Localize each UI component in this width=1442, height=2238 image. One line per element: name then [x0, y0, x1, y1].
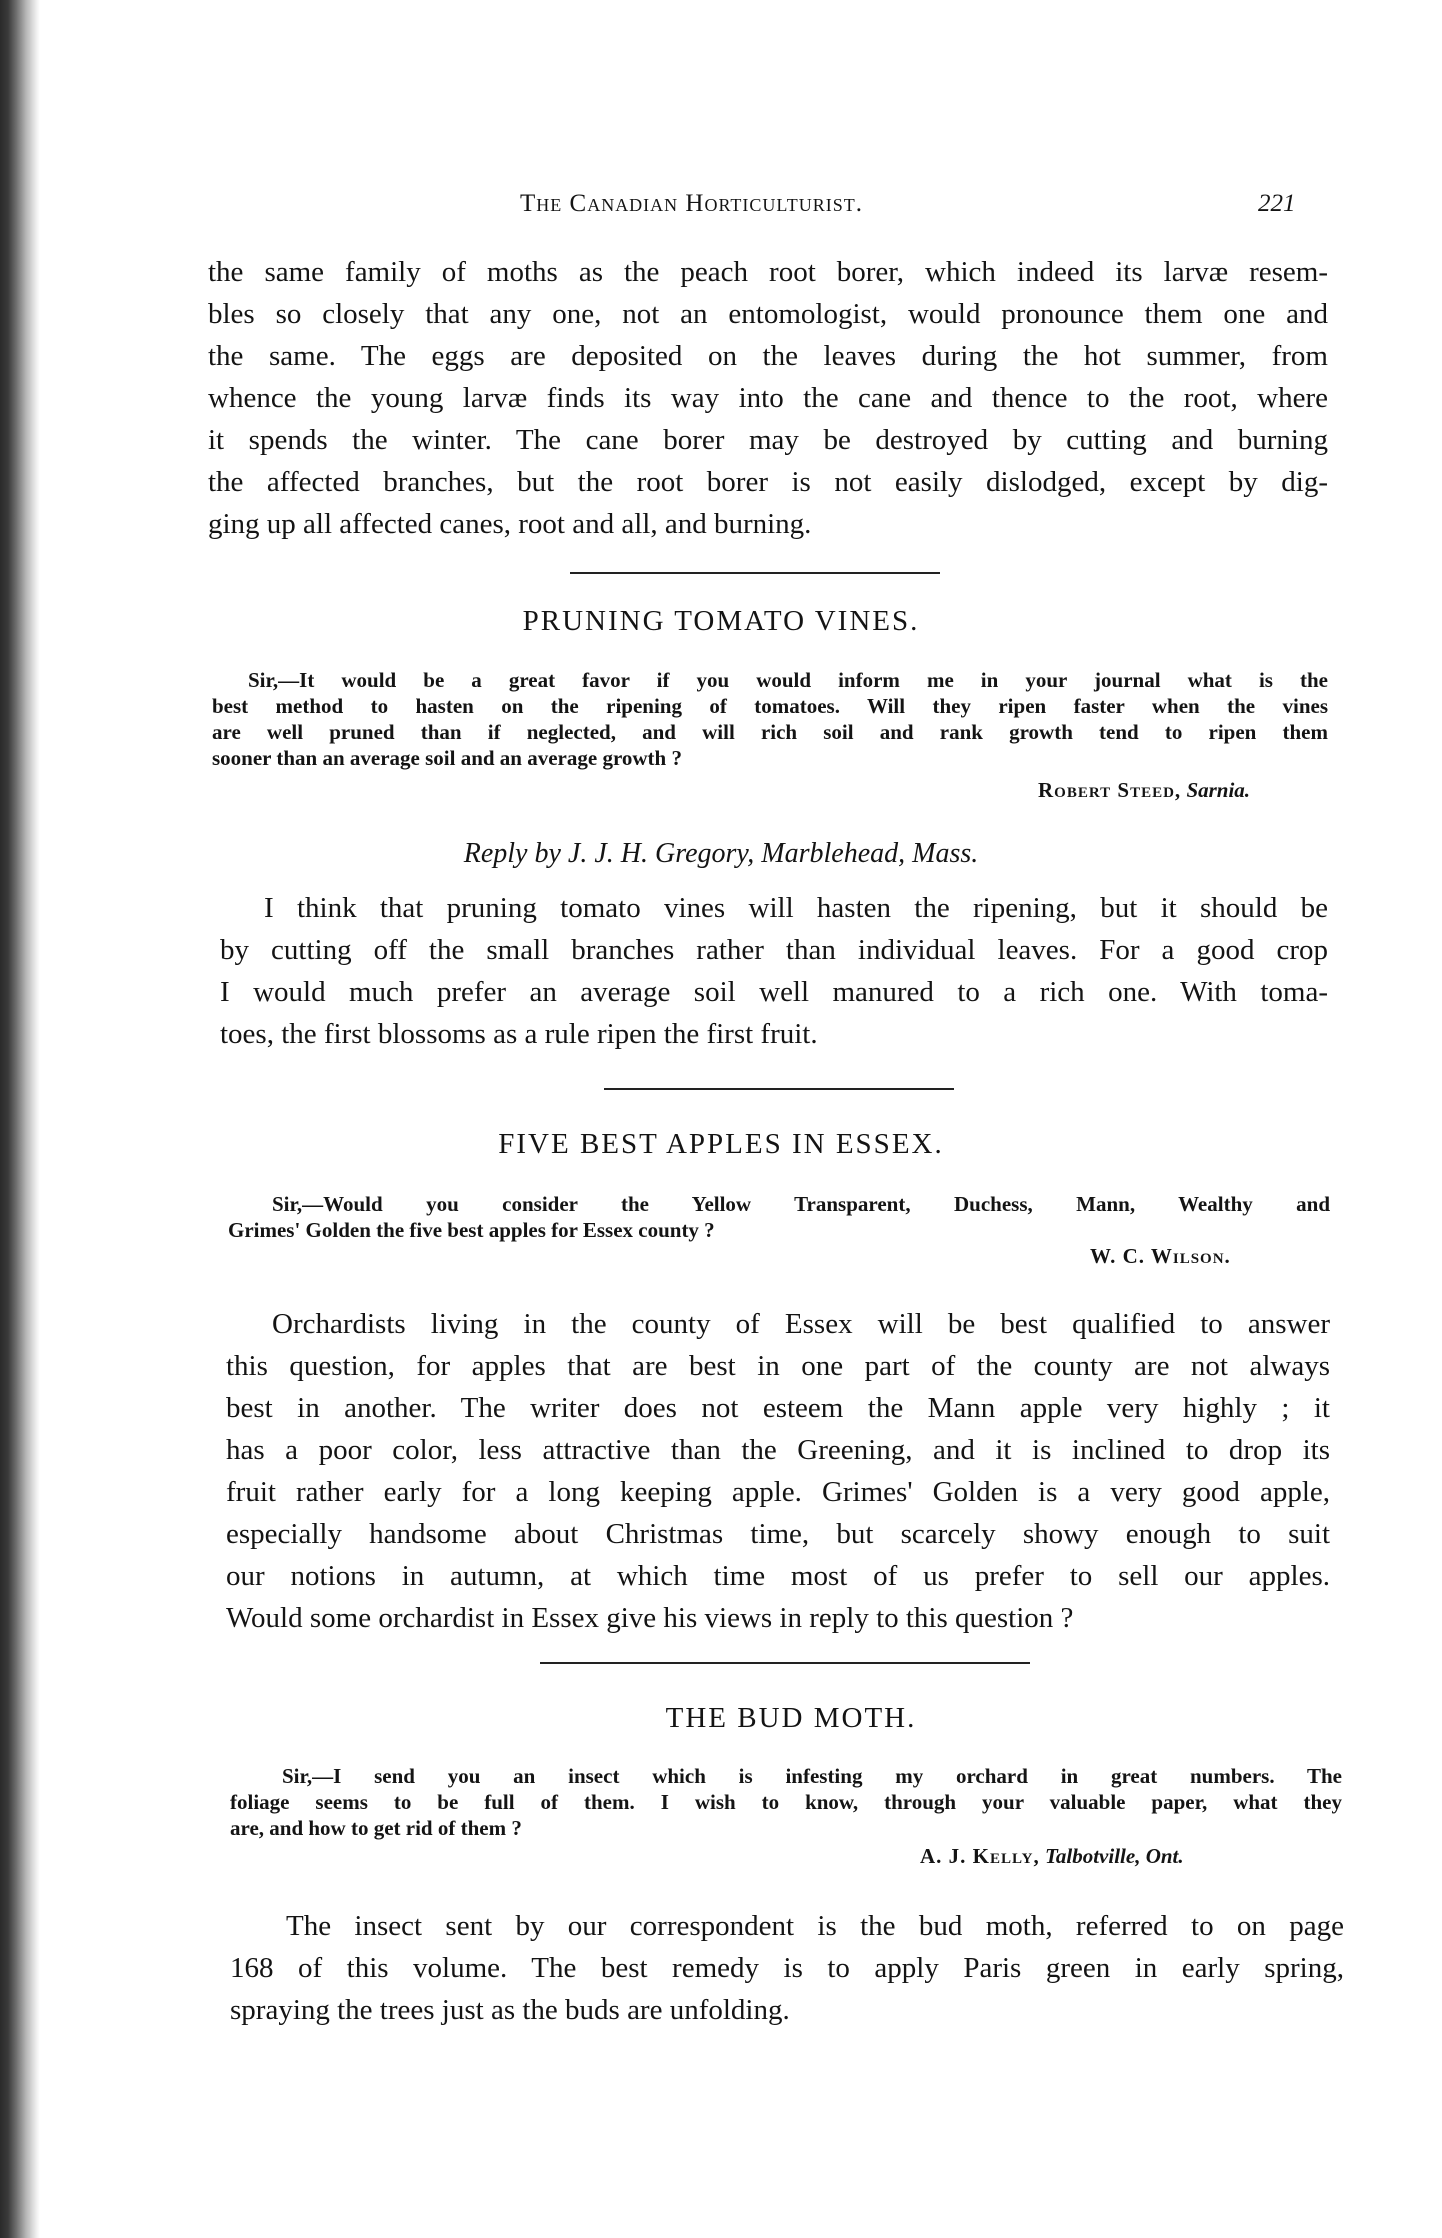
signature-name: A. J. Kelly,: [920, 1844, 1040, 1868]
section-divider: [570, 572, 940, 574]
answer-line: this question, for apples that are best in one part of the county are not always: [226, 1350, 1330, 1382]
section-divider: [540, 1662, 1030, 1664]
answer-line: spraying the trees just as the buds are unfolding.: [230, 1994, 790, 2026]
answer-line: by cutting off the small branches rather than individual leaves. For a good crop: [220, 934, 1328, 966]
letter-line: are well pruned than if neglected, and will rich soil and rank growth tend to ripen them: [212, 720, 1328, 744]
answer-line: 168 of this volume. The best remedy is to apply Paris green in early spring,: [230, 1952, 1344, 1984]
answer-line: especially handsome about Christmas time, but scarcely showy enough to suit: [226, 1518, 1330, 1550]
answer-line: our notions in autumn, at which time most of us prefer to sell our apples.: [226, 1560, 1330, 1592]
intro-line: ging up all affected canes, root and all, and burning.: [208, 508, 812, 540]
answer-line: toes, the first blossoms as a rule ripen the first fruit.: [220, 1018, 818, 1050]
letter-line: are, and how to get rid of them ?: [230, 1816, 522, 1840]
answer-line: I would much prefer an average soil well manured to a rich one. With toma-: [220, 976, 1328, 1008]
intro-line: the affected branches, but the root borer is not easily dislodged, except by dig-: [208, 466, 1328, 498]
signature-place: Talbotville, Ont.: [1044, 1844, 1184, 1868]
answer-line: best in another. The writer does not esteem the Mann apple very highly ; it: [226, 1392, 1330, 1424]
letter-line: Grimes' Golden the five best apples for Essex county ?: [228, 1218, 715, 1242]
signature-place: Sarnia.: [1186, 778, 1251, 802]
answer-line: The insect sent by our correspondent is the bud moth, referred to on page: [286, 1910, 1344, 1942]
letter-line: foliage seems to be full of them. I wish to know, through your valuable paper, what they: [230, 1790, 1342, 1814]
section-divider: [604, 1088, 954, 1090]
letter-signature: [1038, 778, 1250, 803]
letter-line: Sir,—Would you consider the Yellow Transparent, Duchess, Mann, Wealthy and: [272, 1192, 1330, 1216]
intro-line: the same. The eggs are deposited on the leaves during the hot summer, from: [208, 340, 1328, 372]
letter-line: Sir,—It would be a great favor if you would inform me in your journal what is the: [248, 668, 1328, 692]
reply-heading: Reply by J. J. H. Gregory, Marblehead, Mass.: [463, 838, 979, 869]
section-heading: THE BUD MOTH.: [665, 1702, 917, 1734]
letter-signature: [1090, 1244, 1231, 1269]
signature-name: W. C. Wilson.: [1090, 1244, 1231, 1268]
answer-line: Orchardists living in the county of Essex will be best qualified to answer: [272, 1308, 1330, 1340]
letter-line: sooner than an average soil and an average growth ?: [212, 746, 682, 770]
section-heading: PRUNING TOMATO VINES.: [522, 605, 920, 637]
intro-line: whence the young larvæ finds its way into the cane and thence to the root, where: [208, 382, 1328, 414]
intro-line: bles so closely that any one, not an entomologist, would pronounce them one and: [208, 298, 1328, 330]
intro-line: the same family of moths as the peach root borer, which indeed its larvæ resem-: [208, 256, 1328, 288]
signature-name: Robert Steed,: [1038, 778, 1182, 802]
page-number: 221: [1258, 190, 1296, 217]
answer-line: I think that pruning tomato vines will hasten the ripening, but it should be: [264, 892, 1328, 924]
letter-signature: [920, 1844, 1184, 1869]
letter-line: best method to hasten on the ripening of tomatoes. Will they ripen faster when the vines: [212, 694, 1328, 718]
answer-line: Would some orchardist in Essex give his views in reply to this question ?: [226, 1602, 1074, 1634]
running-head: The Canadian Horticulturist.: [520, 190, 863, 217]
intro-line: it spends the winter. The cane borer may be destroyed by cutting and burning: [208, 424, 1328, 456]
letter-line: Sir,—I send you an insect which is infesting my orchard in great numbers. The: [282, 1764, 1342, 1788]
answer-line: has a poor color, less attractive than the Greening, and it is inclined to drop its: [226, 1434, 1330, 1466]
section-heading: FIVE BEST APPLES IN ESSEX.: [498, 1128, 944, 1160]
answer-line: fruit rather early for a long keeping apple. Grimes' Golden is a very good apple,: [226, 1476, 1330, 1508]
